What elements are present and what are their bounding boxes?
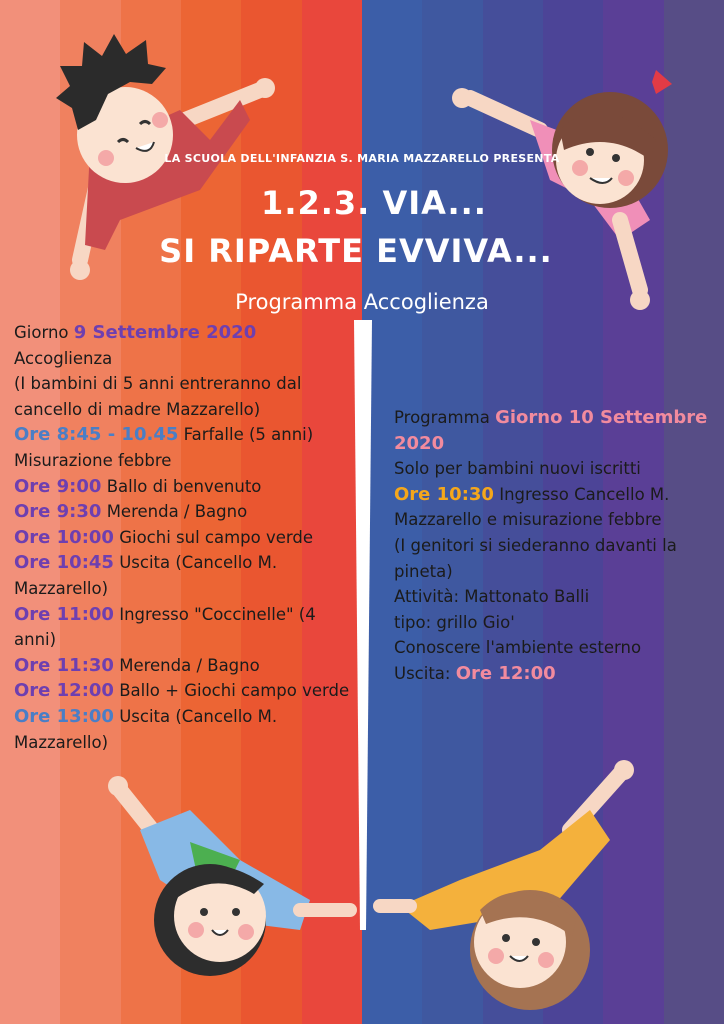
entry-time: Ore 13:00 bbox=[14, 705, 114, 727]
activity-line-2: tipo: grillo Gio' bbox=[394, 612, 515, 632]
exit-time: Ore 12:00 bbox=[455, 662, 556, 684]
entry-time: Ore 10:45 bbox=[14, 552, 114, 574]
entry-time: Ore 12:00 bbox=[14, 680, 114, 702]
schedule-entry bbox=[14, 704, 350, 755]
entry-1030 bbox=[394, 482, 720, 533]
schedule-entry bbox=[14, 550, 350, 601]
right-program bbox=[394, 405, 720, 687]
exit-label: Uscita: bbox=[394, 663, 451, 683]
activity-line-1: Attività: Mattonato Balli bbox=[394, 587, 590, 607]
day-heading-right bbox=[394, 405, 720, 456]
exit-line bbox=[394, 661, 720, 687]
title-line-1: 1.2.3. VIA... bbox=[261, 184, 487, 222]
entry-time: Ore 10:30 bbox=[394, 483, 494, 505]
schedule-list bbox=[14, 422, 350, 755]
entry-text: Ballo + Giochi campo verde bbox=[119, 681, 350, 701]
schedule-entry bbox=[14, 448, 350, 474]
entry-text: Ingresso Cancello M. Mazzarello e misurazione febbre bbox=[394, 484, 670, 530]
kid-illustration-bottom-left bbox=[100, 770, 370, 1028]
day-heading-left bbox=[14, 320, 350, 346]
schedule-entry bbox=[14, 474, 350, 500]
entry-text: Ingresso "Coccinelle" (4 anni) bbox=[14, 604, 316, 650]
entry-time: Ore 11:00 bbox=[14, 603, 114, 625]
kid-illustration-bottom-right bbox=[370, 760, 650, 1028]
entry-text: Farfalle (5 anni) bbox=[183, 425, 314, 445]
schedule-entry bbox=[14, 602, 350, 653]
entry-text: Giochi sul campo verde bbox=[119, 527, 314, 547]
entry-text: Uscita (Cancello M. Mazzarello) bbox=[14, 553, 278, 598]
only-new-note: Solo per bambini nuovi iscritti bbox=[394, 459, 641, 479]
entry-time: Ore 11:30 bbox=[14, 654, 114, 676]
entry-text: Ballo di benvenuto bbox=[106, 476, 262, 496]
entry-text: Merenda / Bagno bbox=[119, 655, 260, 675]
day-prefix: Giorno bbox=[14, 323, 69, 342]
entry-time: Ore 10:00 bbox=[14, 526, 114, 548]
schedule-entry bbox=[14, 653, 350, 679]
welcome-label: Accoglienza bbox=[14, 348, 113, 368]
day-date-right: Giorno 10 Settembre 2020 bbox=[394, 407, 708, 454]
entry-text: Merenda / Bagno bbox=[106, 502, 248, 522]
schedule-entry bbox=[14, 499, 350, 525]
schedule-entry bbox=[14, 678, 350, 704]
entry-time: Ore 9:00 bbox=[14, 475, 102, 497]
entry-time: Ore 9:30 bbox=[14, 501, 102, 523]
entry-text: Uscita (Cancello M. Mazzarello) bbox=[14, 706, 278, 752]
schedule-entry bbox=[14, 422, 350, 448]
entry-text: Misurazione febbre bbox=[14, 450, 172, 470]
activity-line-3: Conoscere l'ambiente esterno bbox=[394, 638, 642, 658]
entry-time: Ore 8:45 - 10.45 bbox=[14, 424, 179, 446]
title-line-2: SI RIPARTE EVVIVA... bbox=[159, 232, 553, 270]
schedule-entry bbox=[14, 525, 350, 551]
welcome-note: (I bambini di 5 anni entreranno dal cancello di madre Mazzarello) bbox=[14, 374, 302, 419]
day-date: 9 Settembre 2020 bbox=[73, 322, 257, 343]
program-prefix: Programma bbox=[394, 408, 490, 427]
left-program bbox=[14, 320, 350, 755]
subtitle: Programma Accoglienza bbox=[235, 290, 489, 314]
parents-note: (I genitori si siederanno davanti la pineta) bbox=[394, 535, 677, 581]
presents-line: LA SCUOLA DELL'INFANZIA S. MARIA MAZZARELLO PRESENTA bbox=[164, 152, 560, 165]
